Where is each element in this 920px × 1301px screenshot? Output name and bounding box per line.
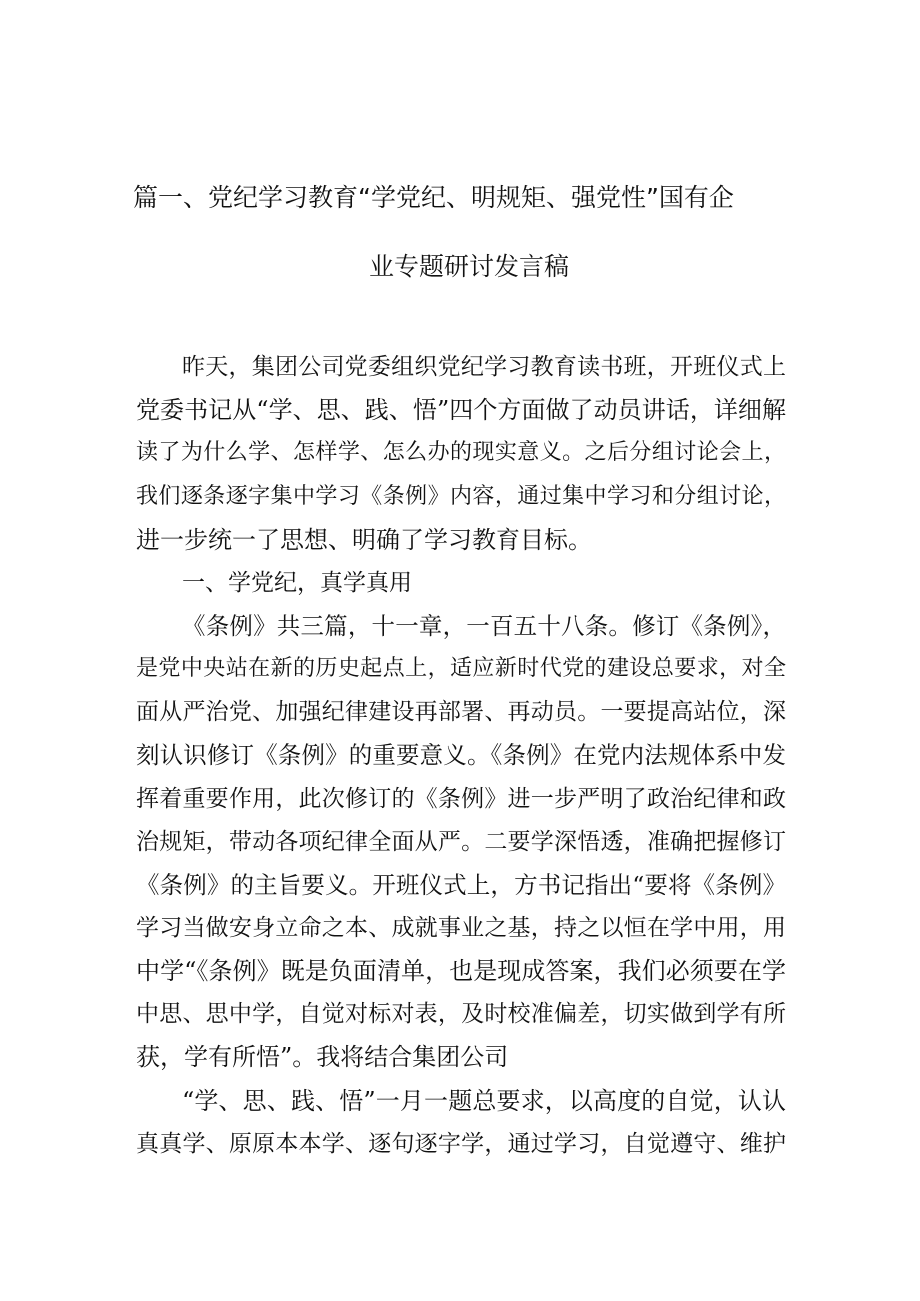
paragraph-2-line-3: 面从严治党、加强纪律建设再部署、再动员。一要提高站位，深 xyxy=(136,699,786,725)
document-title-line-2: 业专题研讨发言稿 xyxy=(369,252,570,281)
paragraph-1-line-4: 我们逐条逐字集中学习《条例》内容，通过集中学习和分组讨论， xyxy=(136,484,786,509)
paragraph-2-line-11: 获，学有所悟”。我将结合集团公司 xyxy=(136,1043,509,1071)
paragraph-2-line-8: 学习当做安身立命之本、成就事业之基，持之以恒在学中用，用 xyxy=(136,915,786,941)
paragraph-2-line-9: 中学“《条例》既是负面清单，也是现成答案，我们必须要在学 xyxy=(136,957,786,985)
paragraph-3-line-1: “学、思、践、悟”一月一题总要求，以高度的自觉，认认 xyxy=(182,1087,786,1115)
section-heading-1: 一、学党纪，真学真用 xyxy=(182,570,412,596)
paragraph-1-line-1: 昨天，集团公司党委组织党纪学习教育读书班，开班仪式上 xyxy=(182,354,786,380)
paragraph-2-line-4: 刻认识修订《条例》的重要意义。《条例》在党内法规体系中发 xyxy=(136,741,786,769)
paragraph-1-line-5: 进一步统一了思想、明确了学习教育目标。 xyxy=(136,526,592,554)
paragraph-1-line-2: 党委书记从“学、思、践、悟”四个方面做了动员讲话，详细解 xyxy=(136,396,786,424)
paragraph-2-line-1: 《条例》共三篇，十一章，一百五十八条。修订《条例》， xyxy=(182,612,786,640)
paragraph-2-line-7: 《条例》的主旨要义。开班仪式上，方书记指出“要将《条例》 xyxy=(136,871,786,899)
paragraph-1-line-3: 读了为什么学、怎样学、怎么办的现实意义。之后分组讨论会上， xyxy=(136,440,786,465)
paragraph-3-line-2: 真真学、原原本本学、逐句逐字学，通过学习，自觉遵守、维护 xyxy=(136,1131,786,1157)
paragraph-2-line-5: 挥着重要作用，此次修订的《条例》进一步严明了政治纪律和政 xyxy=(136,786,786,812)
paragraph-2-line-10: 中思、思中学，自觉对标对表，及时校准偏差，切实做到学有所 xyxy=(136,1001,786,1027)
paragraph-2-line-2: 是党中央站在新的历史起点上，适应新时代党的建设总要求，对全 xyxy=(136,656,786,681)
paragraph-2-line-6: 治规矩，带动各项纪律全面从严。二要学深悟透，准确把握修订 xyxy=(136,829,786,855)
document-title-line-1: 篇一、党纪学习教育“学党纪、明规矩、强党性”国有企 xyxy=(133,183,734,212)
